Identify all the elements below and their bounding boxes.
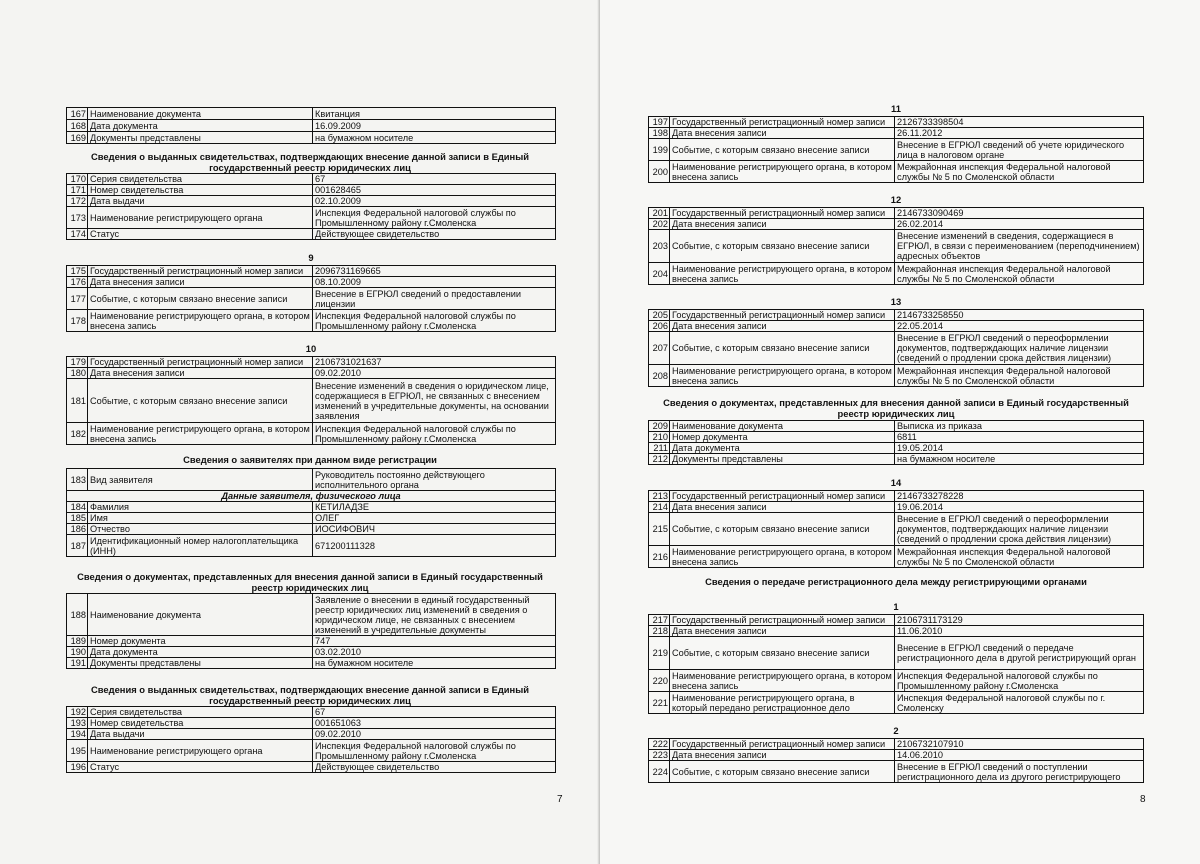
table-row: [649, 670, 1144, 692]
page-number-right: 8: [1140, 794, 1146, 805]
table-row: [649, 208, 1144, 219]
row-number: 212: [649, 454, 670, 465]
row-label: Событие, с которым связано внесение записи: [670, 139, 895, 161]
row-label: Номер свидетельства: [88, 185, 313, 196]
row-number: 201: [649, 208, 670, 219]
row-label: Дата внесения записи: [670, 128, 895, 139]
heading-certificates-b: Сведения о выданных свидетельствах, подтверждающих внесение данной записи в Единый государственный реестр юридических лиц: [91, 684, 529, 706]
row-number: 186: [67, 524, 88, 535]
group-number-9: 9: [308, 252, 314, 263]
table-row: [649, 615, 1144, 626]
row-number: 198: [649, 128, 670, 139]
row-value: 2106732107910: [895, 739, 1144, 750]
table-row: [649, 139, 1144, 161]
group-number-11: 11: [891, 103, 901, 114]
table-documents-left: [66, 593, 556, 669]
row-value: 02.10.2009: [313, 196, 556, 207]
table-row: [67, 762, 556, 773]
table-row: [67, 229, 556, 240]
row-number: 183: [67, 469, 88, 491]
row-label: Наименование регистрирующего органа, в котором внесена запись: [88, 423, 313, 445]
row-number: 206: [649, 321, 670, 332]
row-label: Событие, с которым связано внесение записи: [670, 637, 895, 670]
row-number: 179: [67, 357, 88, 368]
row-number: 171: [67, 185, 88, 196]
row-number: 187: [67, 535, 88, 557]
row-label: Наименование регистрирующего органа, в котором внесена запись: [670, 670, 895, 692]
row-value: Инспекция Федеральной налоговой службы по г. Смоленску: [895, 692, 1144, 714]
row-value: Межрайонная инспекция Федеральной налоговой службы № 5 по Смоленской области: [895, 161, 1144, 183]
table-row: [649, 761, 1144, 783]
row-value: Квитанция: [313, 108, 556, 120]
table-record-12: [648, 207, 1144, 285]
table-record-11: [648, 116, 1144, 183]
row-value: 001628465: [313, 185, 556, 196]
row-label: Статус: [88, 762, 313, 773]
row-number: 204: [649, 263, 670, 285]
heading-documents-left: Сведения о документах, представленных для внесения данной записи в Единый государственный реестр юридических лиц: [77, 571, 543, 593]
table-applicants: [66, 468, 556, 557]
table-row: [67, 502, 556, 513]
row-number: 208: [649, 365, 670, 387]
row-value: Внесение изменений в сведения, содержащиеся в ЕГРЮЛ, в связи с переименованием (переподчинением) адресных объектов: [895, 230, 1144, 263]
row-number: 199: [649, 139, 670, 161]
table-row: [67, 524, 556, 535]
row-value: 2096731169665: [313, 266, 556, 277]
table-row: [649, 692, 1144, 714]
row-number: 221: [649, 692, 670, 714]
table-row: [67, 357, 556, 368]
row-label: Дата внесения записи: [670, 321, 895, 332]
row-number: 215: [649, 513, 670, 546]
table-row: [67, 196, 556, 207]
row-value: Инспекция Федеральной налоговой службы по Промышленному району г.Смоленска: [313, 310, 556, 332]
row-number: 192: [67, 707, 88, 718]
row-value: 67: [313, 174, 556, 185]
row-number: 191: [67, 658, 88, 669]
row-value: 19.05.2014: [895, 443, 1144, 454]
row-number: 173: [67, 207, 88, 229]
row-value: Межрайонная инспекция Федеральной налоговой службы № 5 по Смоленской области: [895, 365, 1144, 387]
row-number: 218: [649, 626, 670, 637]
row-label: Наименование регистрирующего органа, в котором внесена запись: [670, 365, 895, 387]
table-row: [67, 535, 556, 557]
row-value: 14.06.2010: [895, 750, 1144, 761]
table-row: [67, 469, 556, 491]
row-number: 210: [649, 432, 670, 443]
table-row: [649, 491, 1144, 502]
row-label: Наименование регистрирующего органа, в котором внесена запись: [88, 310, 313, 332]
row-label: Документы представлены: [88, 132, 313, 144]
row-number: 194: [67, 729, 88, 740]
row-label: Имя: [88, 513, 313, 524]
row-value: Действующее свидетельство: [313, 762, 556, 773]
table-row: [67, 310, 556, 332]
row-value: Внесение в ЕГРЮЛ сведений о переоформлении документов, подтверждающих наличие лицензии (сведений о продлении срока действия лицензии): [895, 332, 1144, 365]
table-row: [649, 626, 1144, 637]
row-label: Статус: [88, 229, 313, 240]
row-value: 11.06.2010: [895, 626, 1144, 637]
row-label: Государственный регистрационный номер записи: [670, 310, 895, 321]
row-value: 03.02.2010: [313, 647, 556, 658]
row-number: 184: [67, 502, 88, 513]
group-number-13: 13: [890, 296, 902, 307]
table-record-10: [66, 356, 556, 445]
row-value: Выписка из приказа: [895, 421, 1144, 432]
row-label: Вид заявителя: [88, 469, 313, 491]
row-value: 001651063: [313, 718, 556, 729]
row-number: 176: [67, 277, 88, 288]
row-value: 2106731021637: [313, 357, 556, 368]
table-row: [649, 365, 1144, 387]
table-row: [67, 647, 556, 658]
table-row: [649, 750, 1144, 761]
row-value: на бумажном носителе: [313, 658, 556, 669]
table-transfer-1: [648, 614, 1144, 714]
table-row: [67, 185, 556, 196]
row-label: Дата документа: [88, 647, 313, 658]
row-label: Государственный регистрационный номер записи: [670, 739, 895, 750]
row-number: 196: [67, 762, 88, 773]
row-number: 223: [649, 750, 670, 761]
table-row: [67, 718, 556, 729]
table-row: [649, 128, 1144, 139]
table-row: [67, 379, 556, 423]
row-value: 26.11.2012: [895, 128, 1144, 139]
page-number-left: 7: [557, 794, 563, 805]
row-number: 222: [649, 739, 670, 750]
row-number: 195: [67, 740, 88, 762]
row-value: Инспекция Федеральной налоговой службы по Промышленному району г.Смоленска: [313, 423, 556, 445]
table-row: [649, 263, 1144, 285]
table-row: [67, 740, 556, 762]
applicant-subheader: Данные заявителя, физического лица: [67, 491, 556, 502]
row-value: 2146733090469: [895, 208, 1144, 219]
row-label: Событие, с которым связано внесение записи: [88, 288, 313, 310]
row-label: Событие, с которым связано внесение записи: [670, 332, 895, 365]
row-value: Действующее свидетельство: [313, 229, 556, 240]
row-number: 214: [649, 502, 670, 513]
row-value: 08.10.2009: [313, 277, 556, 288]
row-value: 671200111328: [313, 535, 556, 557]
row-number: 216: [649, 546, 670, 568]
table-row: [67, 108, 556, 120]
table-row: [67, 174, 556, 185]
row-label: Государственный регистрационный номер записи: [670, 117, 895, 128]
row-value: ИОСИФОВИЧ: [313, 524, 556, 535]
table-record-9: [66, 265, 556, 332]
row-value: Внесение в ЕГРЮЛ сведений о переоформлении документов, подтверждающих наличие лицензии (сведений о продлении срока действия лицензии): [895, 513, 1144, 546]
row-number: 167: [67, 108, 88, 120]
table-row: [649, 219, 1144, 230]
table-row: [649, 432, 1144, 443]
row-label: Идентификационный номер налогоплательщика (ИНН): [88, 535, 313, 557]
row-label: Дата документа: [88, 120, 313, 132]
row-label: Событие, с которым связано внесение записи: [670, 230, 895, 263]
table-row: [649, 230, 1144, 263]
row-value: 09.02.2010: [313, 729, 556, 740]
row-label: Дата внесения записи: [670, 626, 895, 637]
row-label: Документы представлены: [670, 454, 895, 465]
row-number: 224: [649, 761, 670, 783]
row-label: Наименование документа: [670, 421, 895, 432]
row-label: Наименование документа: [88, 594, 313, 636]
row-value: ОЛЕГ: [313, 513, 556, 524]
table-record-14: [648, 490, 1144, 568]
row-label: Государственный регистрационный номер записи: [88, 266, 313, 277]
row-number: 175: [67, 266, 88, 277]
group-number-12: 12: [890, 194, 902, 205]
row-value: Внесение в ЕГРЮЛ сведений о поступлении регистрационного дела из другого регистрирующего: [895, 761, 1144, 783]
table-row: [67, 729, 556, 740]
row-number: 169: [67, 132, 88, 144]
row-number: 211: [649, 443, 670, 454]
table-row: [67, 288, 556, 310]
group-number-14: 14: [890, 477, 902, 488]
row-value: 09.02.2010: [313, 368, 556, 379]
table-certificates-a: [66, 173, 556, 240]
row-label: Наименование регистрирующего органа, в котором внесена запись: [670, 263, 895, 285]
row-label: Наименование документа: [88, 108, 313, 120]
table-row: [649, 161, 1144, 183]
row-label: Наименование регистрирующего органа, в котором внесена запись: [670, 161, 895, 183]
table-record-13: [648, 309, 1144, 387]
row-label: Государственный регистрационный номер записи: [670, 615, 895, 626]
table-row: [67, 658, 556, 669]
row-value: 2106731173129: [895, 615, 1144, 626]
row-number: 219: [649, 637, 670, 670]
row-value: Внесение в ЕГРЮЛ сведений о предоставлении лицензии: [313, 288, 556, 310]
row-number: 188: [67, 594, 88, 636]
table-row: [67, 423, 556, 445]
table-row: [67, 594, 556, 636]
row-number: 178: [67, 310, 88, 332]
row-label: Номер документа: [88, 636, 313, 647]
row-label: Серия свидетельства: [88, 707, 313, 718]
row-label: Дата выдачи: [88, 729, 313, 740]
table-row: [649, 502, 1144, 513]
row-number: 182: [67, 423, 88, 445]
row-label: Наименование регистрирующего органа, в котором внесена запись: [670, 546, 895, 568]
table-row: [67, 132, 556, 144]
row-label: Фамилия: [88, 502, 313, 513]
table-row: [67, 266, 556, 277]
row-number: 203: [649, 230, 670, 263]
table-row: [649, 443, 1144, 454]
row-label: Государственный регистрационный номер записи: [88, 357, 313, 368]
row-number: 217: [649, 615, 670, 626]
row-label: Наименование регистрирующего органа: [88, 207, 313, 229]
row-value: Межрайонная инспекция Федеральной налоговой службы № 5 по Смоленской области: [895, 546, 1144, 568]
group-number-10: 10: [305, 343, 317, 354]
table-document-info-a: [66, 107, 556, 144]
row-label: Наименование регистрирующего органа, в который передано регистрационное дело: [670, 692, 895, 714]
row-value: Инспекция Федеральной налоговой службы по Промышленному району г.Смоленска: [895, 670, 1144, 692]
row-value: Инспекция Федеральной налоговой службы по Промышленному району г.Смоленска: [313, 207, 556, 229]
heading-applicants: Сведения о заявителях при данном виде регистрации: [183, 454, 437, 465]
table-row: [649, 513, 1144, 546]
group-number-transfer-1: 1: [893, 601, 899, 612]
table-row: [649, 546, 1144, 568]
row-number: 170: [67, 174, 88, 185]
row-label: Наименование регистрирующего органа: [88, 740, 313, 762]
heading-transfer: Сведения о передаче регистрационного дела между регистрирующими органами: [705, 576, 1087, 587]
row-label: Отчество: [88, 524, 313, 535]
row-number: 168: [67, 120, 88, 132]
row-label: Событие, с которым связано внесение записи: [670, 761, 895, 783]
group-number-transfer-2: 2: [893, 725, 899, 736]
row-label: Дата внесения записи: [670, 219, 895, 230]
table-row: [649, 321, 1144, 332]
row-value: Руководитель постоянно действующего исполнительного органа: [313, 469, 556, 491]
row-value: 67: [313, 707, 556, 718]
row-value: 6811: [895, 432, 1144, 443]
row-value: Внесение в ЕГРЮЛ сведений об учете юридического лица в налоговом органе: [895, 139, 1144, 161]
row-label: Документы представлены: [88, 658, 313, 669]
row-value: 747: [313, 636, 556, 647]
row-label: Дата выдачи: [88, 196, 313, 207]
table-row: [649, 421, 1144, 432]
row-label: Номер свидетельства: [88, 718, 313, 729]
row-label: Дата внесения записи: [670, 750, 895, 761]
row-number: 209: [649, 421, 670, 432]
row-number: 193: [67, 718, 88, 729]
row-value: КЕТИЛАДЗЕ: [313, 502, 556, 513]
row-label: Дата внесения записи: [88, 368, 313, 379]
row-number: 190: [67, 647, 88, 658]
row-value: Внесение изменений в сведения о юридическом лице, содержащиеся в ЕГРЮЛ, не связанных с внесением изменений в учредительные документы, на основании заявления: [313, 379, 556, 423]
table-row: [67, 636, 556, 647]
table-certificates-b: [66, 706, 556, 773]
row-label: Дата внесения записи: [670, 502, 895, 513]
table-row: [649, 454, 1144, 465]
row-label: Государственный регистрационный номер записи: [670, 491, 895, 502]
row-number: 197: [649, 117, 670, 128]
table-row: [67, 513, 556, 524]
table-row: [649, 637, 1144, 670]
row-number: 177: [67, 288, 88, 310]
table-documents-right: [648, 420, 1144, 465]
row-value: Инспекция Федеральной налоговой службы по Промышленному району г.Смоленска: [313, 740, 556, 762]
row-number: 172: [67, 196, 88, 207]
table-row: [67, 207, 556, 229]
row-label: Дата документа: [670, 443, 895, 454]
row-label: Событие, с которым связано внесение записи: [88, 379, 313, 423]
table-row: [67, 707, 556, 718]
row-value: 26.02.2014: [895, 219, 1144, 230]
row-value: Межрайонная инспекция Федеральной налоговой службы № 5 по Смоленской области: [895, 263, 1144, 285]
table-row: [67, 277, 556, 288]
row-number: 185: [67, 513, 88, 524]
heading-documents-right: Сведения о документах, представленных для внесения данной записи в Единый государственный реестр юридических лиц: [663, 397, 1129, 419]
row-number: 189: [67, 636, 88, 647]
row-number: 174: [67, 229, 88, 240]
table-row: [67, 368, 556, 379]
row-label: Государственный регистрационный номер записи: [670, 208, 895, 219]
heading-certificates-a: Сведения о выданных свидетельствах, подтверждающих внесение данной записи в Единый государственный реестр юридических лиц: [91, 151, 529, 173]
row-number: 213: [649, 491, 670, 502]
right-page: [600, 0, 1200, 864]
row-label: Событие, с которым связано внесение записи: [670, 513, 895, 546]
row-number: 200: [649, 161, 670, 183]
row-value: на бумажном носителе: [895, 454, 1144, 465]
table-row: [67, 120, 556, 132]
table-row: [649, 117, 1144, 128]
table-row: [649, 739, 1144, 750]
row-label: Номер документа: [670, 432, 895, 443]
row-value: Заявление о внесении в единый государственный реестр юридических лиц изменений в сведения о юридическом лице, не связанных с внесением изменений в учредительные документы: [313, 594, 556, 636]
row-value: 2126733398504: [895, 117, 1144, 128]
row-number: 207: [649, 332, 670, 365]
row-value: 2146733278228: [895, 491, 1144, 502]
row-value: 19.06.2014: [895, 502, 1144, 513]
row-number: 205: [649, 310, 670, 321]
row-number: 181: [67, 379, 88, 423]
row-value: 2146733258550: [895, 310, 1144, 321]
row-number: 202: [649, 219, 670, 230]
table-transfer-2: [648, 738, 1144, 783]
table-row: [649, 332, 1144, 365]
row-value: 16.09.2009: [313, 120, 556, 132]
row-value: на бумажном носителе: [313, 132, 556, 144]
row-number: 180: [67, 368, 88, 379]
row-number: 220: [649, 670, 670, 692]
row-value: Внесение в ЕГРЮЛ сведений о передаче регистрационного дела в другой регистрирующий орган: [895, 637, 1144, 670]
row-label: Серия свидетельства: [88, 174, 313, 185]
row-value: 22.05.2014: [895, 321, 1144, 332]
row-label: Дата внесения записи: [88, 277, 313, 288]
table-row: [649, 310, 1144, 321]
